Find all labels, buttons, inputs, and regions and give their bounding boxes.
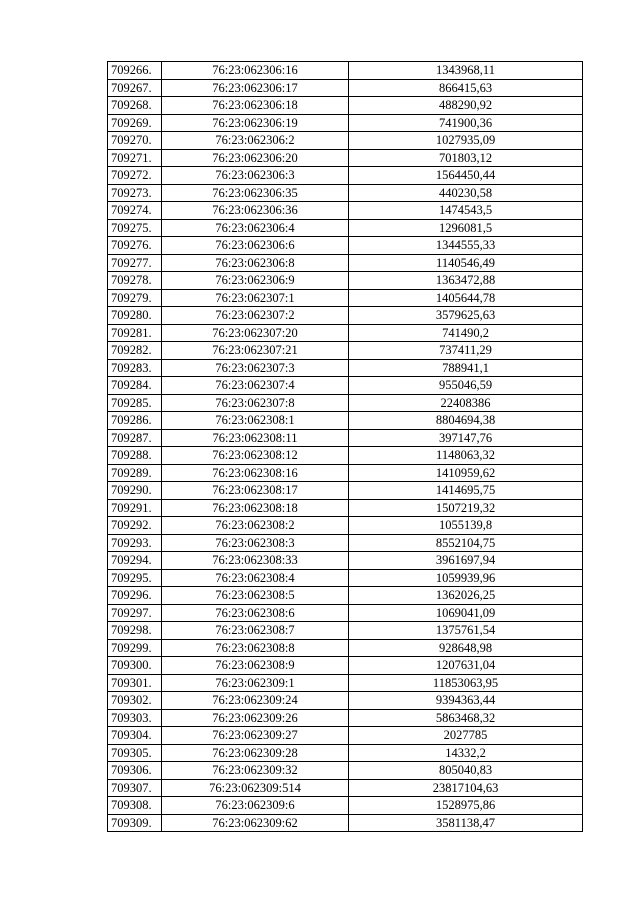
row-number-cell: 709272. [108, 167, 162, 185]
row-number-cell: 709267. [108, 79, 162, 97]
row-number-cell: 709307. [108, 779, 162, 797]
row-number-cell: 709299. [108, 639, 162, 657]
cadastral-number-cell: 76:23:062309:1 [162, 674, 349, 692]
table-row [108, 779, 583, 797]
cadastral-number-cell: 76:23:062308:11 [162, 429, 349, 447]
cadastral-number-cell: 76:23:062306:4 [162, 219, 349, 237]
cadastral-value-cell: 1344555,33 [349, 237, 583, 255]
table-row [108, 587, 583, 605]
row-number-cell: 709285. [108, 394, 162, 412]
table-row [108, 814, 583, 832]
table-row [108, 517, 583, 535]
table-row [108, 727, 583, 745]
row-number-cell: 709302. [108, 692, 162, 710]
cadastral-value-cell: 955046,59 [349, 377, 583, 395]
row-number-cell: 709287. [108, 429, 162, 447]
row-number-cell: 709289. [108, 464, 162, 482]
table-row [108, 132, 583, 150]
cadastral-number-cell: 76:23:062308:33 [162, 552, 349, 570]
row-number-cell: 709268. [108, 97, 162, 115]
table-row [108, 412, 583, 430]
row-number-cell: 709294. [108, 552, 162, 570]
cadastral-value-cell: 788941,1 [349, 359, 583, 377]
table-row [108, 254, 583, 272]
cadastral-number-cell: 76:23:062309:6 [162, 797, 349, 815]
cadastral-value-table [107, 61, 583, 832]
row-number-cell: 709277. [108, 254, 162, 272]
cadastral-number-cell: 76:23:062309:28 [162, 744, 349, 762]
cadastral-value-cell: 1140546,49 [349, 254, 583, 272]
cadastral-value-cell: 928648,98 [349, 639, 583, 657]
row-number-cell: 709309. [108, 814, 162, 832]
cadastral-value-cell: 1474543,5 [349, 202, 583, 220]
cadastral-number-cell: 76:23:062306:19 [162, 114, 349, 132]
table-row [108, 447, 583, 465]
table-row [108, 97, 583, 115]
cadastral-number-cell: 76:23:062307:2 [162, 307, 349, 325]
row-number-cell: 709305. [108, 744, 162, 762]
cadastral-value-cell: 1507219,32 [349, 499, 583, 517]
row-number-cell: 709300. [108, 657, 162, 675]
cadastral-number-cell: 76:23:062309:514 [162, 779, 349, 797]
cadastral-number-cell: 76:23:062306:17 [162, 79, 349, 97]
table-row [108, 429, 583, 447]
row-number-cell: 709301. [108, 674, 162, 692]
cadastral-number-cell: 76:23:062308:4 [162, 569, 349, 587]
cadastral-number-cell: 76:23:062307:3 [162, 359, 349, 377]
row-number-cell: 709284. [108, 377, 162, 395]
row-number-cell: 709296. [108, 587, 162, 605]
cadastral-number-cell: 76:23:062306:9 [162, 272, 349, 290]
cadastral-value-cell: 14332,2 [349, 744, 583, 762]
cadastral-value-cell: 5863468,32 [349, 709, 583, 727]
row-number-cell: 709271. [108, 149, 162, 167]
cadastral-number-cell: 76:23:062308:17 [162, 482, 349, 500]
cadastral-value-cell: 11853063,95 [349, 674, 583, 692]
cadastral-value-cell: 1528975,86 [349, 797, 583, 815]
table-row [108, 552, 583, 570]
cadastral-value-cell: 1069041,09 [349, 604, 583, 622]
row-number-cell: 709297. [108, 604, 162, 622]
cadastral-number-cell: 76:23:062307:20 [162, 324, 349, 342]
cadastral-value-cell: 1055139,8 [349, 517, 583, 535]
table-row [108, 797, 583, 815]
cadastral-number-cell: 76:23:062309:26 [162, 709, 349, 727]
table-row [108, 377, 583, 395]
table-row [108, 499, 583, 517]
cadastral-number-cell: 76:23:062308:6 [162, 604, 349, 622]
cadastral-number-cell: 76:23:062308:1 [162, 412, 349, 430]
row-number-cell: 709279. [108, 289, 162, 307]
cadastral-value-cell: 866415,63 [349, 79, 583, 97]
cadastral-value-cell: 741900,36 [349, 114, 583, 132]
cadastral-value-cell: 22408386 [349, 394, 583, 412]
table-row [108, 604, 583, 622]
table-row [108, 202, 583, 220]
cadastral-number-cell: 76:23:062306:36 [162, 202, 349, 220]
table-row [108, 289, 583, 307]
table-row [108, 622, 583, 640]
cadastral-value-cell: 1564450,44 [349, 167, 583, 185]
cadastral-number-cell: 76:23:062308:2 [162, 517, 349, 535]
row-number-cell: 709292. [108, 517, 162, 535]
cadastral-number-cell: 76:23:062306:16 [162, 62, 349, 80]
cadastral-value-cell: 8552104,75 [349, 534, 583, 552]
table-row [108, 342, 583, 360]
row-number-cell: 709275. [108, 219, 162, 237]
cadastral-value-cell: 1363472,88 [349, 272, 583, 290]
cadastral-value-cell: 1375761,54 [349, 622, 583, 640]
cadastral-value-cell: 1414695,75 [349, 482, 583, 500]
cadastral-number-cell: 76:23:062308:16 [162, 464, 349, 482]
cadastral-value-cell: 3961697,94 [349, 552, 583, 570]
row-number-cell: 709295. [108, 569, 162, 587]
cadastral-value-cell: 737411,29 [349, 342, 583, 360]
cadastral-value-cell: 397147,76 [349, 429, 583, 447]
row-number-cell: 709291. [108, 499, 162, 517]
cadastral-value-cell: 1027935,09 [349, 132, 583, 150]
cadastral-value-cell: 1410959,62 [349, 464, 583, 482]
table-row [108, 569, 583, 587]
cadastral-value-cell: 1405644,78 [349, 289, 583, 307]
row-number-cell: 709274. [108, 202, 162, 220]
cadastral-value-cell: 23817104,63 [349, 779, 583, 797]
cadastral-number-cell: 76:23:062309:32 [162, 762, 349, 780]
cadastral-value-cell: 741490,2 [349, 324, 583, 342]
row-number-cell: 709270. [108, 132, 162, 150]
cadastral-number-cell: 76:23:062307:1 [162, 289, 349, 307]
cadastral-value-cell: 3581138,47 [349, 814, 583, 832]
row-number-cell: 709303. [108, 709, 162, 727]
cadastral-value-cell: 805040,83 [349, 762, 583, 780]
cadastral-number-cell: 76:23:062308:3 [162, 534, 349, 552]
cadastral-value-cell: 1059939,96 [349, 569, 583, 587]
cadastral-number-cell: 76:23:062308:9 [162, 657, 349, 675]
table-row [108, 219, 583, 237]
table-row [108, 639, 583, 657]
cadastral-number-cell: 76:23:062306:8 [162, 254, 349, 272]
row-number-cell: 709283. [108, 359, 162, 377]
cadastral-value-cell: 1296081,5 [349, 219, 583, 237]
cadastral-value-cell: 2027785 [349, 727, 583, 745]
table-row [108, 674, 583, 692]
table-row [108, 394, 583, 412]
table-row [108, 359, 583, 377]
table-row [108, 692, 583, 710]
table-row [108, 184, 583, 202]
table-row [108, 62, 583, 80]
cadastral-value-cell: 9394363,44 [349, 692, 583, 710]
cadastral-value-cell: 488290,92 [349, 97, 583, 115]
row-number-cell: 709286. [108, 412, 162, 430]
table-row [108, 744, 583, 762]
row-number-cell: 709306. [108, 762, 162, 780]
cadastral-number-cell: 76:23:062308:8 [162, 639, 349, 657]
row-number-cell: 709298. [108, 622, 162, 640]
table-row [108, 657, 583, 675]
cadastral-number-cell: 76:23:062306:3 [162, 167, 349, 185]
row-number-cell: 709280. [108, 307, 162, 325]
cadastral-number-cell: 76:23:062307:4 [162, 377, 349, 395]
table-row [108, 762, 583, 780]
cadastral-value-cell: 1207631,04 [349, 657, 583, 675]
table-row [108, 167, 583, 185]
table-row [108, 709, 583, 727]
table-row [108, 114, 583, 132]
cadastral-number-cell: 76:23:062308:18 [162, 499, 349, 517]
row-number-cell: 709304. [108, 727, 162, 745]
cadastral-value-cell: 1362026,25 [349, 587, 583, 605]
row-number-cell: 709282. [108, 342, 162, 360]
table-row [108, 272, 583, 290]
table-row [108, 237, 583, 255]
row-number-cell: 709288. [108, 447, 162, 465]
table-row [108, 149, 583, 167]
cadastral-value-cell: 701803,12 [349, 149, 583, 167]
cadastral-number-cell: 76:23:062307:8 [162, 394, 349, 412]
cadastral-value-cell: 440230,58 [349, 184, 583, 202]
row-number-cell: 709290. [108, 482, 162, 500]
cadastral-value-cell: 3579625,63 [349, 307, 583, 325]
row-number-cell: 709276. [108, 237, 162, 255]
row-number-cell: 709293. [108, 534, 162, 552]
row-number-cell: 709308. [108, 797, 162, 815]
row-number-cell: 709269. [108, 114, 162, 132]
cadastral-value-cell: 1343968,11 [349, 62, 583, 80]
table-row [108, 482, 583, 500]
table-row [108, 324, 583, 342]
row-number-cell: 709278. [108, 272, 162, 290]
cadastral-number-cell: 76:23:062309:27 [162, 727, 349, 745]
row-number-cell: 709281. [108, 324, 162, 342]
cadastral-number-cell: 76:23:062306:20 [162, 149, 349, 167]
cadastral-number-cell: 76:23:062306:6 [162, 237, 349, 255]
row-number-cell: 709266. [108, 62, 162, 80]
cadastral-number-cell: 76:23:062309:24 [162, 692, 349, 710]
table-body [108, 62, 583, 832]
cadastral-number-cell: 76:23:062308:5 [162, 587, 349, 605]
table-row [108, 79, 583, 97]
cadastral-value-cell: 8804694,38 [349, 412, 583, 430]
cadastral-number-cell: 76:23:062308:7 [162, 622, 349, 640]
cadastral-number-cell: 76:23:062307:21 [162, 342, 349, 360]
cadastral-value-cell: 1148063,32 [349, 447, 583, 465]
cadastral-number-cell: 76:23:062306:18 [162, 97, 349, 115]
cadastral-number-cell: 76:23:062309:62 [162, 814, 349, 832]
table-row [108, 464, 583, 482]
table-row [108, 307, 583, 325]
table-row [108, 534, 583, 552]
cadastral-number-cell: 76:23:062308:12 [162, 447, 349, 465]
cadastral-number-cell: 76:23:062306:35 [162, 184, 349, 202]
cadastral-number-cell: 76:23:062306:2 [162, 132, 349, 150]
row-number-cell: 709273. [108, 184, 162, 202]
